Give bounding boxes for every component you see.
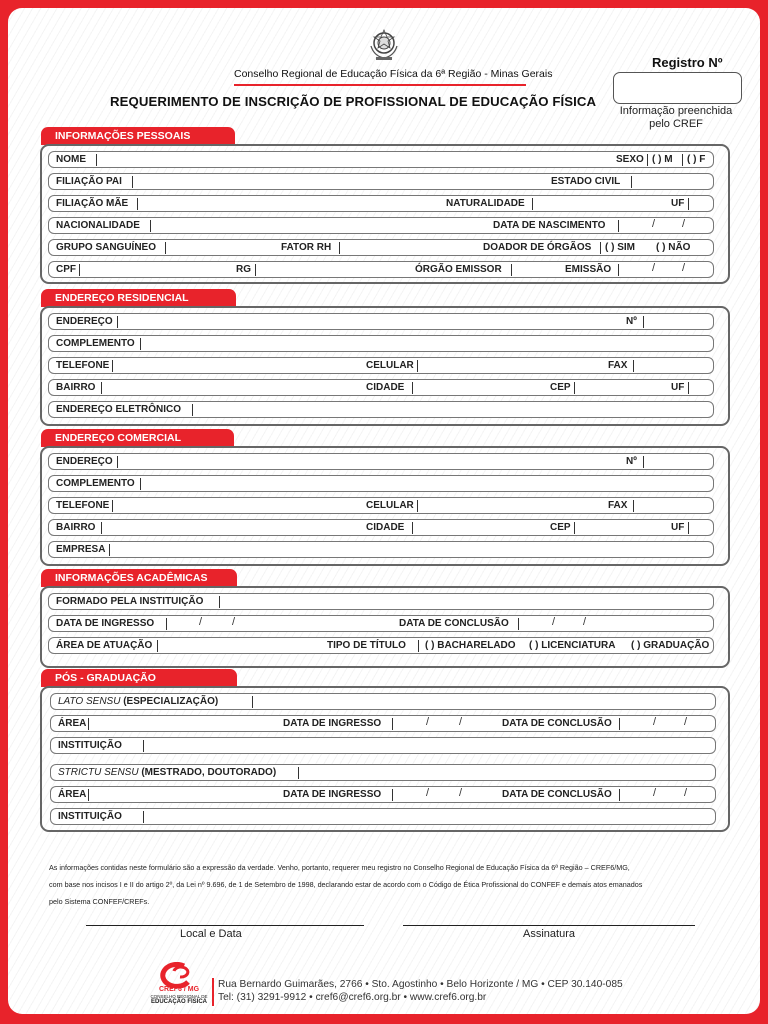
label-cidade: CIDADE: [366, 522, 405, 533]
label-tipo-titulo: TIPO DE TÍTULO: [327, 640, 406, 651]
row-lato-sensu[interactable]: [50, 693, 716, 710]
label-naturalidade: NATURALIDADE: [446, 198, 525, 209]
local-data-line[interactable]: [86, 925, 364, 926]
label-telefone: TELEFONE: [56, 500, 110, 511]
row-res-endereco[interactable]: [48, 313, 714, 330]
row-nome[interactable]: [48, 151, 714, 168]
option-doador-nao[interactable]: ( ) NÃO: [656, 242, 691, 253]
row-res-bairro[interactable]: [48, 379, 714, 396]
local-data-label: Local e Data: [180, 928, 242, 940]
section-tab-comercial: ENDEREÇO COMERCIAL: [41, 429, 234, 447]
date-slash: /: [652, 262, 656, 274]
label-celular: CELULAR: [366, 360, 414, 371]
label-area-atuacao: ÁREA DE ATUAÇÃO: [56, 640, 153, 651]
date-slash: /: [426, 787, 430, 799]
row-lato-area[interactable]: [50, 715, 716, 732]
row-formado[interactable]: [48, 593, 714, 610]
date-slash: /: [199, 616, 203, 628]
label-fator-rh: FATOR RH: [281, 242, 332, 253]
label-complemento: COMPLEMENTO: [56, 338, 135, 349]
label-instituicao: INSTITUIÇÃO: [58, 811, 122, 822]
label-data-conclusao: DATA DE CONCLUSÃO: [399, 618, 509, 629]
label-bairro: BAIRRO: [56, 382, 96, 393]
label-nacionalidade: NACIONALIDADE: [56, 220, 140, 231]
date-slash: /: [682, 262, 686, 274]
row-stricto-instituicao[interactable]: [50, 808, 716, 825]
organization-name: Conselho Regional de Educação Física da 6ª Região - Minas Gerais: [234, 68, 553, 80]
label-area: ÁREA: [58, 718, 87, 729]
option-sexo-f[interactable]: ( ) F: [687, 154, 706, 165]
registro-note: Informação preenchida pelo CREF: [619, 105, 733, 130]
row-res-complemento[interactable]: [48, 335, 714, 352]
label-stricto-sensu: STRICTU SENSU (MESTRADO, DOUTORADO): [58, 767, 277, 778]
coat-of-arms-icon: [364, 24, 404, 64]
registro-input[interactable]: [613, 72, 742, 104]
row-res-telefone[interactable]: [48, 357, 714, 374]
label-grupo-sanguineo: GRUPO SANGUÍNEO: [56, 242, 157, 253]
label-nome: NOME: [56, 154, 86, 165]
label-data-conclusao: DATA DE CONCLUSÃO: [502, 718, 612, 729]
label-area: ÁREA: [58, 789, 87, 800]
row-datas-academicas[interactable]: [48, 615, 714, 632]
date-slash: /: [653, 716, 657, 728]
date-slash: /: [459, 787, 463, 799]
row-lato-instituicao[interactable]: [50, 737, 716, 754]
label-formado: FORMADO PELA INSTITUIÇÃO: [56, 596, 204, 607]
form-page: [8, 8, 760, 1014]
date-slash: /: [426, 716, 430, 728]
section-tab-pessoais: INFORMAÇÕES PESSOAIS: [41, 127, 235, 145]
registro-label: Registro Nº: [652, 55, 723, 70]
label-data-conclusao: DATA DE CONCLUSÃO: [502, 789, 612, 800]
date-slash: /: [552, 616, 556, 628]
label-emissao: EMISSÃO: [565, 264, 612, 275]
date-slash: /: [684, 716, 688, 728]
row-filiacao-mae[interactable]: [48, 195, 714, 212]
row-com-complemento[interactable]: [48, 475, 714, 492]
row-area-atuacao[interactable]: [48, 637, 714, 654]
label-numero: Nº: [626, 456, 637, 467]
option-graduacao[interactable]: ( ) GRADUAÇÃO: [631, 640, 710, 651]
declaration-text: As informações contidas neste formulário são a expressão da verdade. Venho, portanto, requerer meu registro no Conselho Regional de Educação Física da 6ª Região – CREF6/MG, com base nos incisos I e II do artigo 2º, da Lei nº 9.696, de 1 de Setembro de 1998, declarando estar de acordo com o Código de Ética Profissional do CONFEF e demais atos emanados pelo Sistema CONFEF/CREFs.: [49, 863, 643, 906]
row-com-empresa[interactable]: [48, 541, 714, 558]
option-licenciatura[interactable]: ( ) LICENCIATURA: [529, 640, 616, 651]
label-estado-civil: ESTADO CIVIL: [551, 176, 621, 187]
label-instituicao: INSTITUIÇÃO: [58, 740, 122, 751]
date-slash: /: [684, 787, 688, 799]
page-title: REQUERIMENTO DE INSCRIÇÃO DE PROFISSIONAL DE EDUCAÇÃO FÍSICA: [110, 94, 597, 109]
label-data-ingresso: DATA DE INGRESSO: [283, 789, 382, 800]
signature-line[interactable]: [403, 925, 695, 926]
date-slash: /: [653, 787, 657, 799]
label-empresa: EMPRESA: [56, 544, 106, 555]
label-uf: UF: [671, 522, 685, 533]
label-cpf: CPF: [56, 264, 76, 275]
label-uf: UF: [671, 198, 685, 209]
label-celular: CELULAR: [366, 500, 414, 511]
row-res-email[interactable]: [48, 401, 714, 418]
label-data-ingresso: DATA DE INGRESSO: [283, 718, 382, 729]
label-uf: UF: [671, 382, 685, 393]
label-orgao-emissor: ÓRGÃO EMISSOR: [415, 264, 502, 275]
label-endereco: ENDEREÇO: [56, 316, 113, 327]
cref6-logo: CREF6 / MG CONSELHO REGIONAL DE EDUCAÇÃO FÍSICA: [144, 962, 214, 1006]
label-numero: Nº: [626, 316, 637, 327]
label-email: ENDEREÇO ELETRÔNICO: [56, 404, 182, 415]
label-cep: CEP: [550, 382, 571, 393]
label-complemento: COMPLEMENTO: [56, 478, 135, 489]
date-slash: /: [682, 218, 686, 230]
footer-divider: [212, 978, 214, 1006]
label-filiacao-pai: FILIAÇÃO PAI: [56, 176, 122, 187]
date-slash: /: [652, 218, 656, 230]
row-stricto-area[interactable]: [50, 786, 716, 803]
row-cpf[interactable]: [48, 261, 714, 278]
section-tab-residencial: ENDEREÇO RESIDENCIAL: [41, 289, 236, 307]
label-cep: CEP: [550, 522, 571, 533]
row-nacionalidade[interactable]: [48, 217, 714, 234]
row-com-endereco[interactable]: [48, 453, 714, 470]
section-tab-academicas: INFORMAÇÕES ACADÊMICAS: [41, 569, 237, 587]
label-fax: FAX: [608, 360, 628, 371]
date-slash: /: [583, 616, 587, 628]
date-slash: /: [232, 616, 236, 628]
option-bacharelado[interactable]: ( ) BACHARELADO: [425, 640, 516, 651]
section-tab-pos: PÓS - GRADUAÇÃO: [41, 669, 237, 687]
header-underline: [234, 84, 526, 86]
label-telefone: TELEFONE: [56, 360, 110, 371]
label-lato-sensu: LATO SENSU (ESPECIALIZAÇÃO): [58, 696, 219, 707]
label-doador: DOADOR DE ÓRGÃOS: [483, 242, 592, 253]
row-com-bairro[interactable]: [48, 519, 714, 536]
signature-label: Assinatura: [523, 928, 575, 940]
label-endereco: ENDEREÇO: [56, 456, 113, 467]
option-doador-sim[interactable]: ( ) SIM: [605, 242, 635, 253]
label-bairro: BAIRRO: [56, 522, 96, 533]
option-sexo-m[interactable]: ( ) M: [652, 154, 673, 165]
row-filiacao-pai[interactable]: [48, 173, 714, 190]
date-slash: /: [459, 716, 463, 728]
label-data-nascimento: DATA DE NASCIMENTO: [493, 220, 606, 231]
label-fax: FAX: [608, 500, 628, 511]
row-stricto-sensu[interactable]: [50, 764, 716, 781]
cref-logo-icon: [144, 962, 214, 988]
label-filiacao-mae: FILIAÇÃO MÃE: [56, 198, 129, 209]
label-sexo: SEXO: [616, 154, 644, 165]
label-rg: RG: [236, 264, 251, 275]
row-grupo-sanguineo[interactable]: [48, 239, 714, 256]
label-data-ingresso: DATA DE INGRESSO: [56, 618, 155, 629]
footer-address: Rua Bernardo Guimarães, 2766 • Sto. Agostinho • Belo Horizonte / MG • CEP 30.140-085 Tel: (31) 3291-9912 • cref6@cref6.org.br • www.cref6.org.br: [218, 979, 623, 1003]
label-cidade: CIDADE: [366, 382, 405, 393]
row-com-telefone[interactable]: [48, 497, 714, 514]
